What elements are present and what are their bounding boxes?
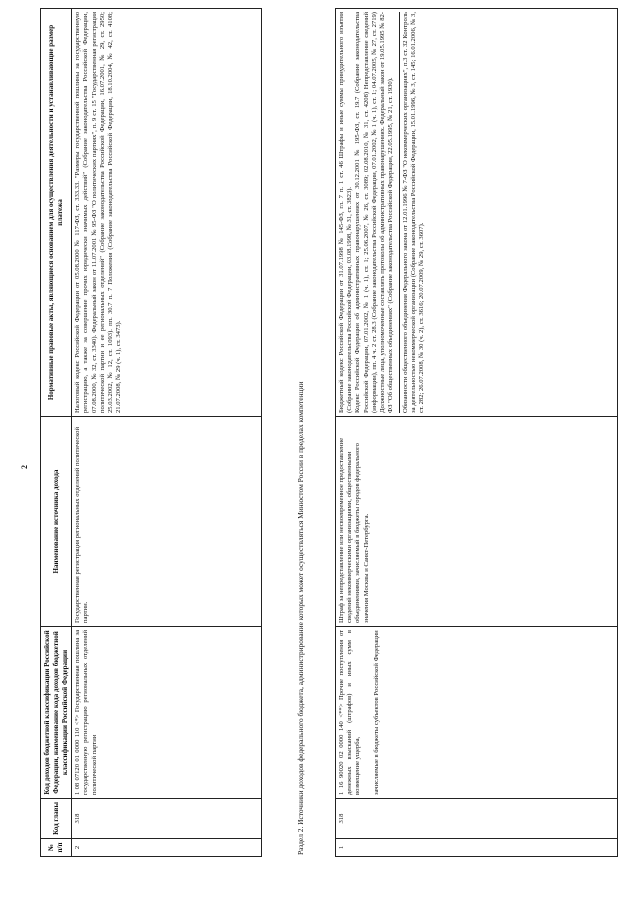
cell-num: 1 [336, 839, 618, 857]
cell-num: 2 [72, 839, 262, 857]
revenue-table-1 [40, 8, 262, 857]
section-2-title: Раздел 2. Источники доходов федерального бюджета, администрирование которых может осуществляться Минюстом России в пределах компетенции [296, 381, 305, 855]
header-source: Наименование источника дохода [41, 417, 72, 627]
cell-code: 318 [336, 799, 618, 839]
page-number: 2 [20, 465, 29, 469]
header-num: № п/п [41, 839, 72, 857]
cell-source: Штраф за непредставление или несвоевременное предоставление сведений некоммерческими организациями, общественными объединениями, зачисляемый в бюджеты городов федерального значения Москвы и Санкт-Петербурга. [336, 417, 618, 627]
header-kbk: Код доходов бюджетной классификации Российской Федерации, наименование кода доходов бюджетной классификации Российской Федерации [41, 627, 72, 799]
revenue-table-2 [335, 8, 618, 857]
header-code: Код главы [41, 799, 72, 839]
kbk-part-1: 1 16 90020 02 0000 140 <**> Прочие поступления от денежных взысканий (штрафов) и иных сумм в возмещение ущерба, [338, 630, 362, 795]
law-paragraph-1: Бюджетный кодекс Российской Федерации от 31.07.1998 № 145-ФЗ, гл. 7 п. 1 ст. 46 Штрафы и иные суммы принудительного изъятия (Собрание законодательства Российской Федерации, 03.08.1998, № 31, ст. 3823). [338, 12, 354, 413]
cell-kbk [336, 627, 618, 799]
cell-kbk: 1 08 07120 01 0000 110 <*> Государственная пошлина за государственную регистрацию региональных отделений политической партии [72, 627, 262, 799]
table-header-row [41, 9, 72, 857]
cell-code: 318 [72, 799, 262, 839]
kbk-part-2: зачисляемые в бюджеты субъектов Российской Федерации [372, 630, 380, 795]
law-paragraph-2: Кодекс Российской Федерации об административных правонарушениях от 30.12.2001 № 195-ФЗ, ст. 19.7 (Собрание законодательства Российской Федерации, 07.01.2002, № 1 (ч. 1), ст. 1; 25.06.2007, № 26, ст. 3089; 02.08.2010, № 31, ст. 4208) Непредставление сведений (информации), пп. 4 ч. 2 ст. 28.3 (Собрание законодательства Российской Федерации, 07.01.2002, № 1 (ч. 1), ст. 1; 04.07.2005, № 27, ст. 2719) Должностные лица, уполномоченные составлять протоколы об административных правонарушениях. Федеральный закон от 19.05.1995 № 82-ФЗ "Об общественных объединениях" (Собрание законодательства Российской Федерации, 22.05.1995, № 21, ст. 1930). [354, 12, 395, 413]
law-paragraph-3: Обязанности общественного объединения Федерального закона от 12.01.1996 № 7-ФЗ "О некоммерческих организациях", п.3 ст. 32 Контроль за деятельностью некоммерческой организации (Собрание законодательства Российской Федерации, 15.01.1996, № 3, ст. 145; 16.01.2006, № 3, ст. 282; 26.07.2008, № 30 (ч. 2), ст. 3616; 20.07.2009, № 29, ст. 3607). [399, 12, 427, 413]
cell-source: Государственная регистрация региональных отделений политической партии. [72, 417, 262, 627]
table-row [72, 9, 262, 857]
cell-law [336, 9, 618, 417]
cell-law: Налоговый кодекс Российской Федерации от 05.08.2000 № 117-ФЗ, ст. 333.33. "Размеры государственной пошлины за государственную регистрацию, а также за совершение прочих юридически значимых действий" (Собрание законодательства Российской Федерации, 07.08.2000, № 32, ст. 3340). Федеральный закон от 11.07.2001 № 95-ФЗ "О политических партиях", п. 9 ст. 15 "Государственная регистрация политической партии и ее региональных отделений" (Собрание законодательства Российской Федерации, 16.07.2001, № 29, ст. 2950; 25.03.2002, № 12, ст. 1093). пп. 30.7 п. 7 Положения (Собрание законодательства Российской Федерации, 18.10.2004, № 42, ст. 4108; 21.07.2008, № 29 (ч. 1), ст. 3473). [72, 9, 262, 417]
header-law: Нормативные правовые акты, являющиеся основанием для осуществления деятельности и устанавливающие размер платежа [41, 9, 72, 417]
table-row [336, 9, 618, 857]
